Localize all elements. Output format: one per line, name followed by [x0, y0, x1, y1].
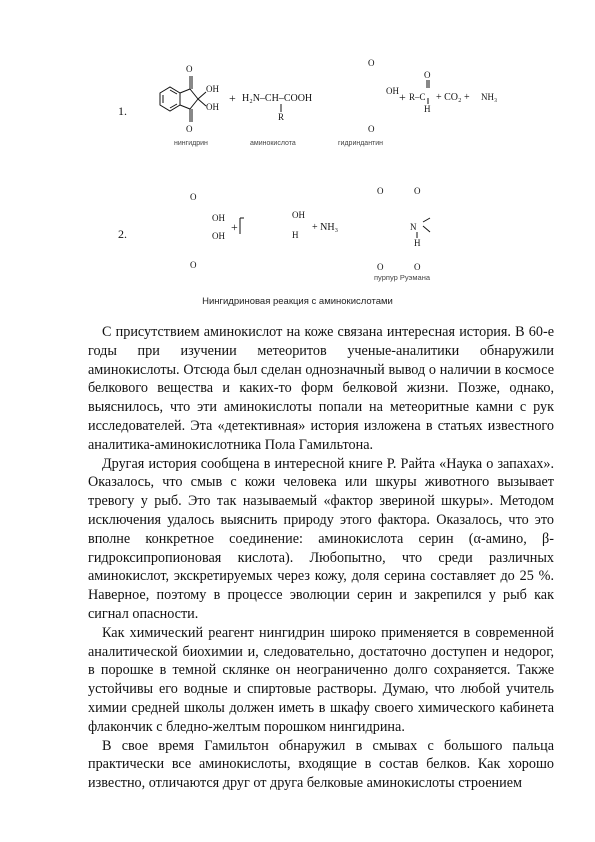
ninhydrin-oh2: OH: [206, 102, 219, 112]
r2-o-top-left: O: [190, 192, 197, 202]
r2-n: N: [410, 222, 417, 232]
figure-caption: Нингидриновая реакция с аминокислотами: [202, 296, 393, 307]
hydrindantin-oh: OH: [386, 86, 399, 96]
label-aminoacid: аминокислота: [250, 140, 296, 147]
r2-oh-b: OH: [212, 231, 225, 241]
label-ninhydrin: нингидрин: [174, 140, 208, 147]
paragraph: С присутствием аминокислот на коже связана интересная история. В 60-е годы при изучении метеоритов ученые-аналитики обнаружили аминокислоты. Отсюда был сделан однозначный вывод о наличии в космосе белкового вещества и каких-то форм белковой жизни. Позже, однако, выяснилось, что эти аминокислоты попали на метеоритные камни с рук исследователей. Эта «детективная» история изложена в статьях известного аналитика-аминокислотника Пола Гамильтона.: [88, 324, 554, 453]
ninhydrin-o-top: O: [186, 64, 193, 74]
hydrindantin-o-bottom: O: [368, 124, 375, 134]
reaction1-product-plus: +: [399, 90, 406, 104]
paragraph: Как химический реагент нингидрин широко применяется в современной аналитической биохимии и, следовательно, достаточно доступен и недорог, в порошке в темной склянке он неограниченно долго сохраняется. Также устойчивы его водные и спиртовые растворы. Думаю, что любой учитель химии средней школы должен иметь в шкафу своего химического кабинета флакончик с бледно-желтым порошком нингидрина.: [88, 624, 554, 735]
hydrindantin-o-top: O: [368, 58, 375, 68]
r2-o-top-r2: O: [414, 186, 421, 196]
r2-nh3: + NH₃: [312, 222, 339, 233]
nh3: NH₃: [481, 92, 498, 102]
aldehyde-formula: R–C: [409, 92, 426, 102]
ninhydrin-oh1: OH: [206, 84, 219, 94]
r2-o-bottom-r2: O: [414, 262, 421, 272]
r2-o-bottom-left: O: [190, 260, 197, 270]
article-body: [88, 323, 554, 793]
ninhydrin-o-bottom: O: [186, 124, 193, 134]
r2-o-top-r1: O: [377, 186, 384, 196]
aminoacid-r: R: [278, 112, 285, 122]
paragraph: Другая история сообщена в интересной книге Р. Райта «Наука о запахах». Оказалось, что смыв с кожи человека или шкуры животного вызывает тревогу у рыб. Это так называемый «фактор звериной шкуры». Методом исключения удалось выяснить природу этого фактора. Оказалось, что это вполне конкретное соединение: аминокислота серин (α-амино, β-гидроксипропионовая кислота). Любопытно, что среди различных аминокислот, экскретируемых через кожу, доля серина составляет до 25 %. Наверное, поэтому в процессе эволюции серин и закрепился у рыб как сигнал опасности.: [88, 455, 554, 622]
r2-o-bottom-r1: O: [377, 262, 384, 272]
label-ruhemann: пурпур Руэмана: [374, 273, 431, 282]
r2-oh-c: OH: [292, 210, 305, 220]
ninhydrin-structure-drawing: [0, 0, 595, 320]
r2-h: H: [292, 230, 299, 240]
aldehyde-o: O: [424, 70, 431, 80]
r2-n-h: H: [414, 238, 421, 248]
paragraph: В свое время Гамильтон обнаружил в смывах с большого пальца практически все аминокислоты, входящие в состав белков. Как хорошо известно, отличаются друг от друга белковые аминокислоты строением: [88, 737, 554, 792]
reaction1-plus: +: [229, 91, 236, 105]
reaction2-number: 2.: [118, 227, 127, 241]
aldehyde-h: H: [424, 104, 431, 114]
r2-plus: +: [231, 220, 238, 234]
r2-oh-a: OH: [212, 213, 225, 223]
reaction-figure: [0, 0, 595, 320]
reaction1-number: 1.: [118, 104, 127, 118]
aminoacid-formula: H₂N–CH–COOH: [242, 93, 313, 104]
label-hydrindantin: гидриндантин: [338, 140, 384, 147]
co2: + CO₂ +: [436, 92, 470, 103]
